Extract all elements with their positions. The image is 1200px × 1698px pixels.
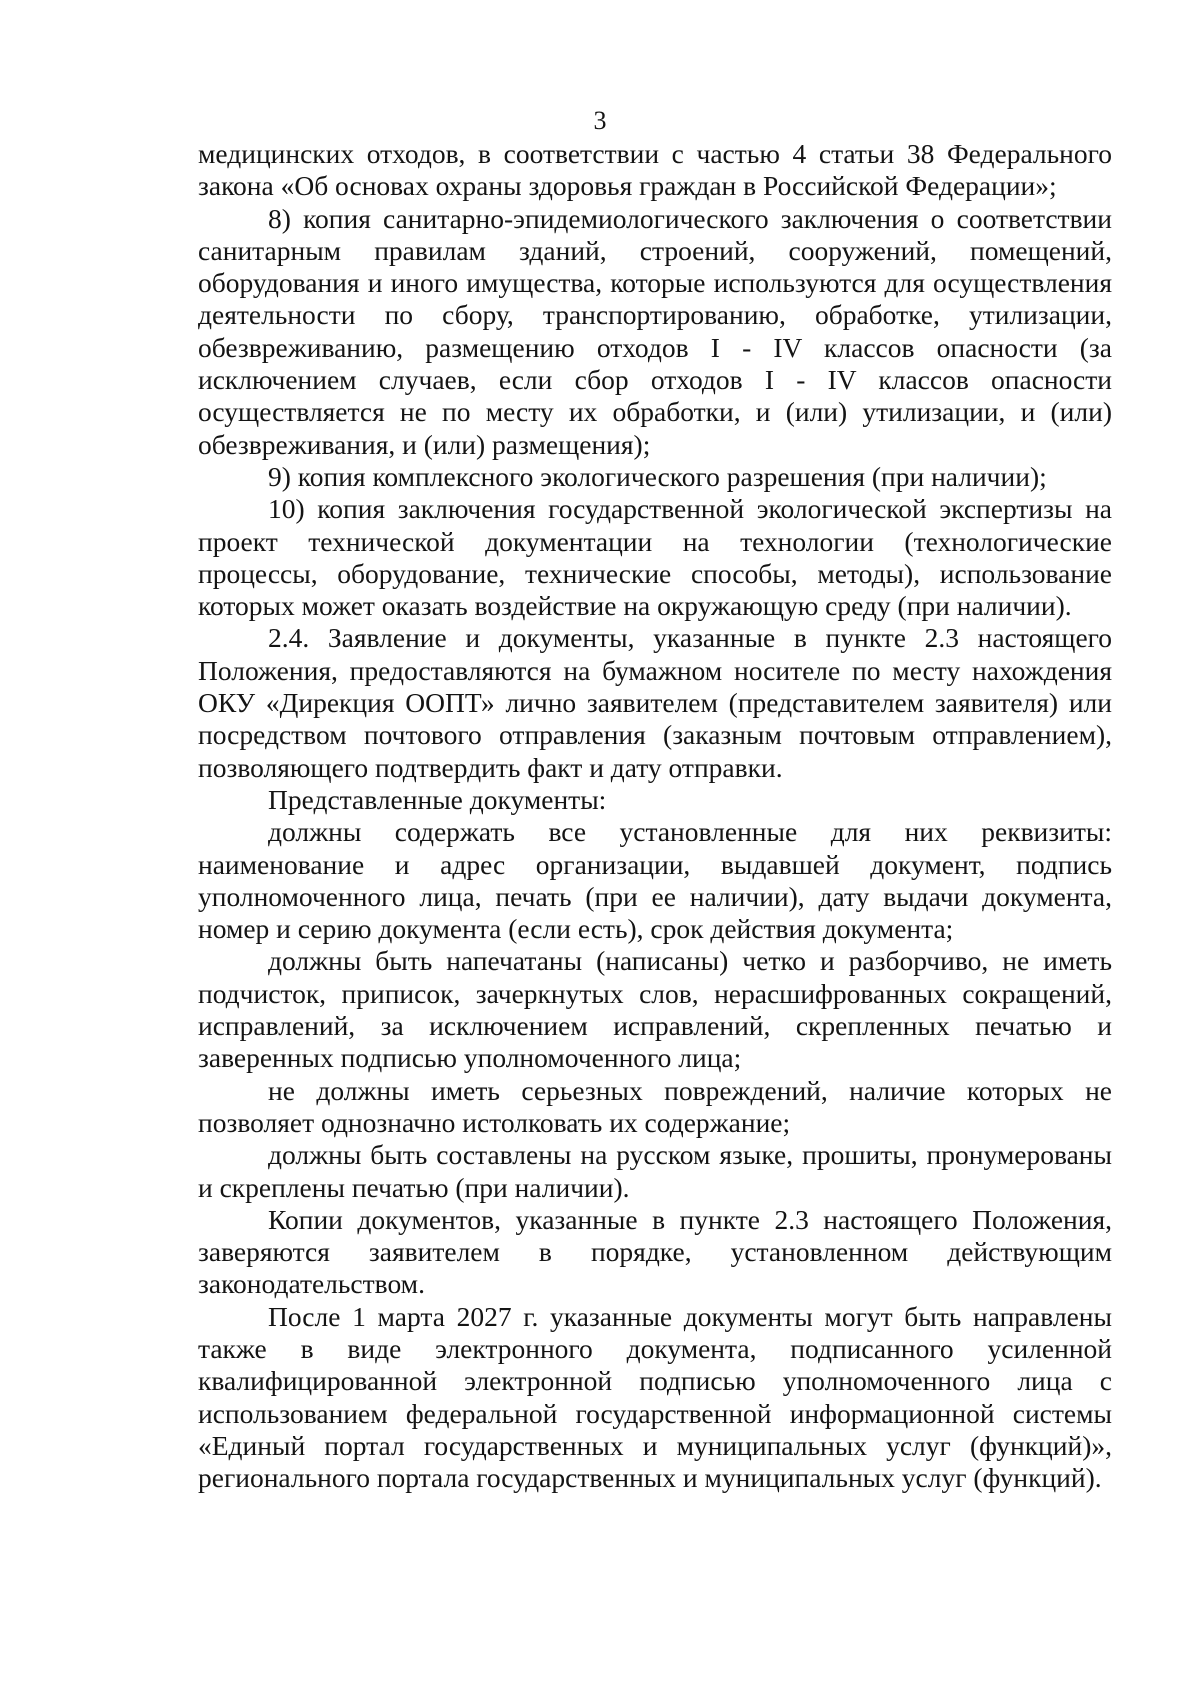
paragraph-item-8: 8) копия санитарно-эпидемиологического заключения о соответствии санитарным правилам зданий, строений, сооружений, помещений, оборудования и иного имущества, которые используются для осуществления деятельности по сбору, транспортированию, обработке, утилизации, обезвреживанию, размещению отходов I - IV классов опасности (за исключением случаев, если сбор отходов I - IV классов опасности осуществляется не по месту их обработки, и (или) утилизации, и (или) обезвреживания, и (или) размещения); (198, 202, 1112, 460)
paragraph-continuation: медицинских отходов, в соответствии с частью 4 статьи 38 Федерального закона «Об основах охраны здоровья граждан в Российской Федерации»; (198, 138, 1112, 202)
paragraph-legibility: должны быть напечатаны (написаны) четко и разборчиво, не иметь подчисток, приписок, зачеркнутых слов, нерасшифрованных сокращений, исправлений, за исключением исправлений, скрепленных печатью и заверенных подписью уполномоченного лица; (198, 945, 1112, 1074)
paragraph-section-2-4: 2.4. Заявление и документы, указанные в пункте 2.3 настоящего Положения, предоставляются на бумажном носителе по месту нахождения ОКУ «Дирекция ООПТ» лично заявителем (представителем заявителя) или посредством почтового отправления (заказным почтовым отправлением), позволяющего подтвердить факт и дату отправки. (198, 622, 1112, 783)
paragraph-copies-certification: Копии документов, указанные в пункте 2.3 настоящего Положения, заверяются заявителем в порядке, установленном действующим законодательством. (198, 1203, 1112, 1300)
document-body (198, 138, 1112, 1494)
paragraph-no-damage: не должны иметь серьезных повреждений, наличие которых не позволяет однозначно истолковать их содержание; (198, 1074, 1112, 1138)
paragraph-electronic-submission: После 1 марта 2027 г. указанные документы могут быть направлены также в виде электронного документа, подписанного усиленной квалифицированной электронной подписью уполномоченного лица с использованием федеральной государственной информационной системы «Единый портал государственных и муниципальных услуг (функций)», регионального портала государственных и муниципальных услуг (функций). (198, 1300, 1112, 1494)
paragraph-language: должны быть составлены на русском языке, прошиты, пронумерованы и скреплены печатью (при наличии). (198, 1139, 1112, 1203)
paragraph-item-10: 10) копия заключения государственной экологической экспертизы на проект технической документации на технологии (технологические процессы, оборудование, технические способы, методы), использование которых может оказать воздействие на окружающую среду (при наличии). (198, 493, 1112, 622)
paragraph-item-9: 9) копия комплексного экологического разрешения (при наличии); (268, 460, 1047, 492)
paragraph-documents-heading: Представленные документы: (268, 783, 607, 815)
paragraph-requisites: должны содержать все установленные для них реквизиты: наименование и адрес организации, выдавшей документ, подпись уполномоченного лица, печать (при ее наличии), дату выдачи документа, номер и серию документа (если есть), срок действия документа; (198, 816, 1112, 945)
page-number: 3 (593, 106, 607, 135)
